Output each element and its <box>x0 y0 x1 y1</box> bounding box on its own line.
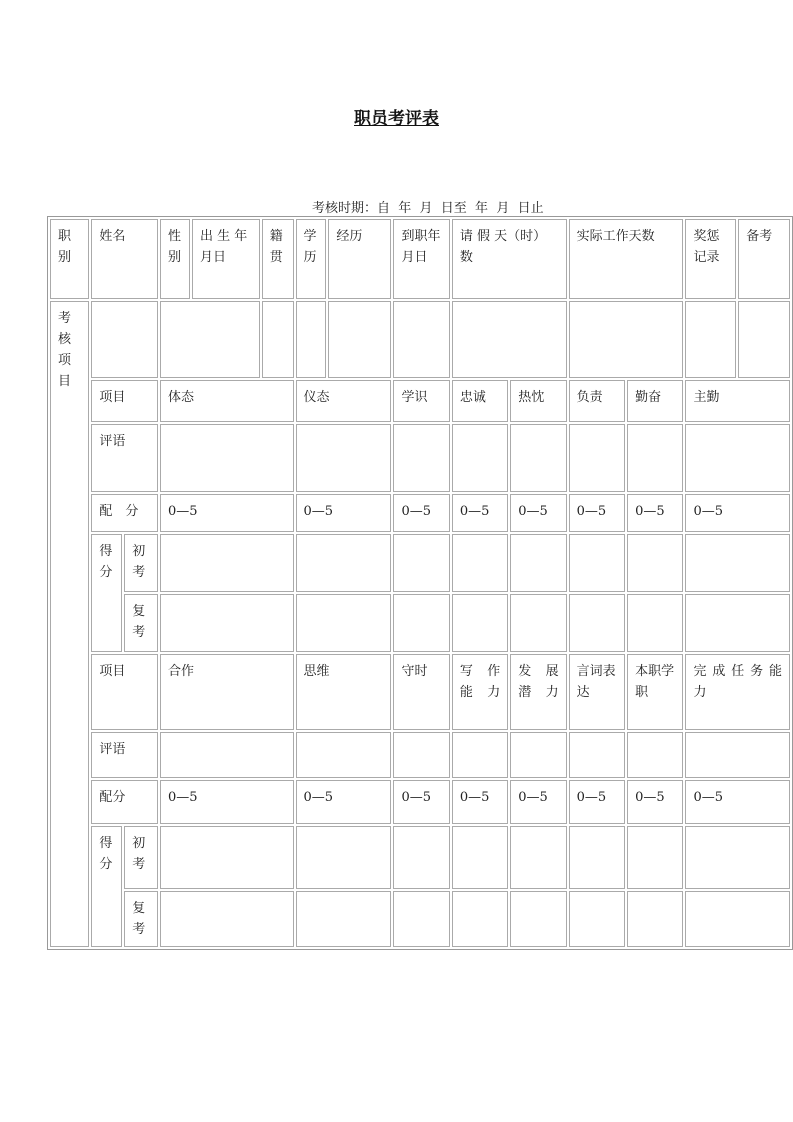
block2-comment-cell[interactable] <box>510 732 566 778</box>
block2-review-cell[interactable] <box>685 891 790 947</box>
block2-comment-cell[interactable] <box>296 732 392 778</box>
block2-score: 0—5 <box>569 780 625 824</box>
block2-score: 0—5 <box>393 780 449 824</box>
block1-review-cell[interactable] <box>510 594 566 652</box>
block2-item: 言词表达 <box>569 654 625 730</box>
block1-comment-cell[interactable] <box>393 424 449 492</box>
block2-score: 0—5 <box>627 780 683 824</box>
header-experience: 经历 <box>328 219 391 299</box>
block2-review-cell[interactable] <box>627 891 683 947</box>
native-place-cell[interactable] <box>262 301 294 378</box>
block2-score: 0—5 <box>685 780 790 824</box>
block1-comment-cell[interactable] <box>296 424 392 492</box>
block1-score-row <box>50 494 790 532</box>
header-native-place: 籍贯 <box>262 219 294 299</box>
page-title: 职员考评表 <box>354 109 439 129</box>
block2-item: 本职学职 <box>627 654 683 730</box>
block1-score: 0—5 <box>510 494 566 532</box>
block1-review-cell[interactable] <box>452 594 508 652</box>
block2-initial-cell[interactable] <box>569 826 625 889</box>
block2-score: 0—5 <box>296 780 392 824</box>
header-birth: 出 生 年月日 <box>192 219 260 299</box>
education-cell[interactable] <box>296 301 327 378</box>
block1-review-cell[interactable] <box>569 594 625 652</box>
block1-review-row <box>50 594 790 652</box>
block2-initial-cell[interactable] <box>627 826 683 889</box>
block1-score: 0—5 <box>393 494 449 532</box>
block2-review-cell[interactable] <box>452 891 508 947</box>
block1-initial-label: 初考 <box>124 534 158 592</box>
block1-item: 仪态 <box>296 380 392 422</box>
block1-review-label: 复考 <box>124 594 158 652</box>
block1-score: 0—5 <box>296 494 392 532</box>
header-education: 学历 <box>296 219 327 299</box>
block1-initial-row <box>50 534 790 592</box>
block1-initial-cell[interactable] <box>160 534 294 592</box>
leave-days-cell[interactable] <box>452 301 567 378</box>
header-work-days: 实际工作天数 <box>569 219 684 299</box>
evaluation-form <box>47 216 793 950</box>
evaluation-table <box>48 217 792 949</box>
block1-initial-cell[interactable] <box>393 534 449 592</box>
block2-review-cell[interactable] <box>510 891 566 947</box>
block2-item: 思维 <box>296 654 392 730</box>
block2-initial-cell[interactable] <box>160 826 294 889</box>
block1-initial-cell[interactable] <box>510 534 566 592</box>
block1-score: 0—5 <box>160 494 294 532</box>
block2-comment-cell[interactable] <box>160 732 294 778</box>
block1-initial-cell[interactable] <box>296 534 392 592</box>
employee-row <box>50 301 790 378</box>
block1-review-cell[interactable] <box>393 594 449 652</box>
block1-review-cell[interactable] <box>685 594 790 652</box>
block1-initial-cell[interactable] <box>569 534 625 592</box>
block1-comment-cell[interactable] <box>510 424 566 492</box>
block2-initial-row <box>50 826 790 889</box>
block2-initial-cell[interactable] <box>452 826 508 889</box>
block1-review-cell[interactable] <box>160 594 294 652</box>
join-date-cell[interactable] <box>393 301 449 378</box>
block2-review-cell[interactable] <box>160 891 294 947</box>
block2-initial-label: 初考 <box>124 826 158 889</box>
block1-item: 勤奋 <box>627 380 683 422</box>
rewards-cell[interactable] <box>685 301 736 378</box>
block2-score-label: 配分 <box>91 780 158 824</box>
block2-item: 完 成 任 务 能 力 <box>685 654 790 730</box>
block2-comment-cell[interactable] <box>452 732 508 778</box>
work-days-cell[interactable] <box>569 301 684 378</box>
block2-score: 0—5 <box>452 780 508 824</box>
block2-review-cell[interactable] <box>296 891 392 947</box>
header-rewards: 奖惩记录 <box>685 219 736 299</box>
block2-item-label: 项目 <box>91 654 158 730</box>
block1-score-label: 配 分 <box>91 494 158 532</box>
block2-comment-row <box>50 732 790 778</box>
block2-item: 写 作 能力 <box>452 654 508 730</box>
block2-comment-cell[interactable] <box>685 732 790 778</box>
block2-initial-cell[interactable] <box>685 826 790 889</box>
block2-item-row <box>50 654 790 730</box>
block1-score: 0—5 <box>627 494 683 532</box>
block1-item: 主勤 <box>685 380 790 422</box>
header-gender: 性别 <box>160 219 190 299</box>
block2-comment-label: 评语 <box>91 732 158 778</box>
block1-comment-cell[interactable] <box>452 424 508 492</box>
header-leave-days: 请 假 天（时）数 <box>452 219 567 299</box>
name-cell[interactable] <box>91 301 158 378</box>
block2-comment-cell[interactable] <box>627 732 683 778</box>
block2-review-cell[interactable] <box>393 891 449 947</box>
block1-item: 忠诚 <box>452 380 508 422</box>
block1-score: 0—5 <box>569 494 625 532</box>
header-remarks: 备考 <box>738 219 790 299</box>
block2-item: 发 展 潜 力 <box>510 654 566 730</box>
block2-score: 0—5 <box>160 780 294 824</box>
block1-initial-cell[interactable] <box>452 534 508 592</box>
block1-comment-cell[interactable] <box>627 424 683 492</box>
block1-item: 体态 <box>160 380 294 422</box>
block2-review-row <box>50 891 790 947</box>
header-row <box>50 219 790 299</box>
block1-comment-label: 评语 <box>91 424 158 492</box>
block1-initial-cell[interactable] <box>685 534 790 592</box>
side-label: 考核项目 <box>50 301 89 947</box>
assessment-period: 考核时期：自 年 月 日至 年 月 日止 <box>312 201 544 216</box>
block2-item: 守时 <box>393 654 449 730</box>
block2-comment-cell[interactable] <box>393 732 449 778</box>
header-position: 职别 <box>50 219 89 299</box>
block1-comment-cell[interactable] <box>685 424 790 492</box>
block1-points-label: 得分 <box>91 534 122 652</box>
block1-review-cell[interactable] <box>627 594 683 652</box>
header-join-date: 到职年月日 <box>393 219 449 299</box>
block2-review-cell[interactable] <box>569 891 625 947</box>
block1-comment-row <box>50 424 790 492</box>
block1-score: 0—5 <box>685 494 790 532</box>
block1-comment-cell[interactable] <box>160 424 294 492</box>
block2-initial-cell[interactable] <box>296 826 392 889</box>
block1-initial-cell[interactable] <box>627 534 683 592</box>
block1-comment-cell[interactable] <box>569 424 625 492</box>
block1-item-label: 项目 <box>91 380 158 422</box>
block1-item: 负责 <box>569 380 625 422</box>
block1-item: 学识 <box>393 380 449 422</box>
experience-cell[interactable] <box>328 301 391 378</box>
block2-points-label: 得分 <box>91 826 122 947</box>
block1-item-row <box>50 380 790 422</box>
block2-score: 0—5 <box>510 780 566 824</box>
block1-item: 热忱 <box>510 380 566 422</box>
block2-initial-cell[interactable] <box>510 826 566 889</box>
gender-birth-cell[interactable] <box>160 301 260 378</box>
header-name: 姓名 <box>91 219 158 299</box>
block1-review-cell[interactable] <box>296 594 392 652</box>
block2-comment-cell[interactable] <box>569 732 625 778</box>
block2-score-row <box>50 780 790 824</box>
remarks-cell[interactable] <box>738 301 790 378</box>
block2-review-label: 复考 <box>124 891 158 947</box>
block2-item: 合作 <box>160 654 294 730</box>
block2-initial-cell[interactable] <box>393 826 449 889</box>
block1-score: 0—5 <box>452 494 508 532</box>
